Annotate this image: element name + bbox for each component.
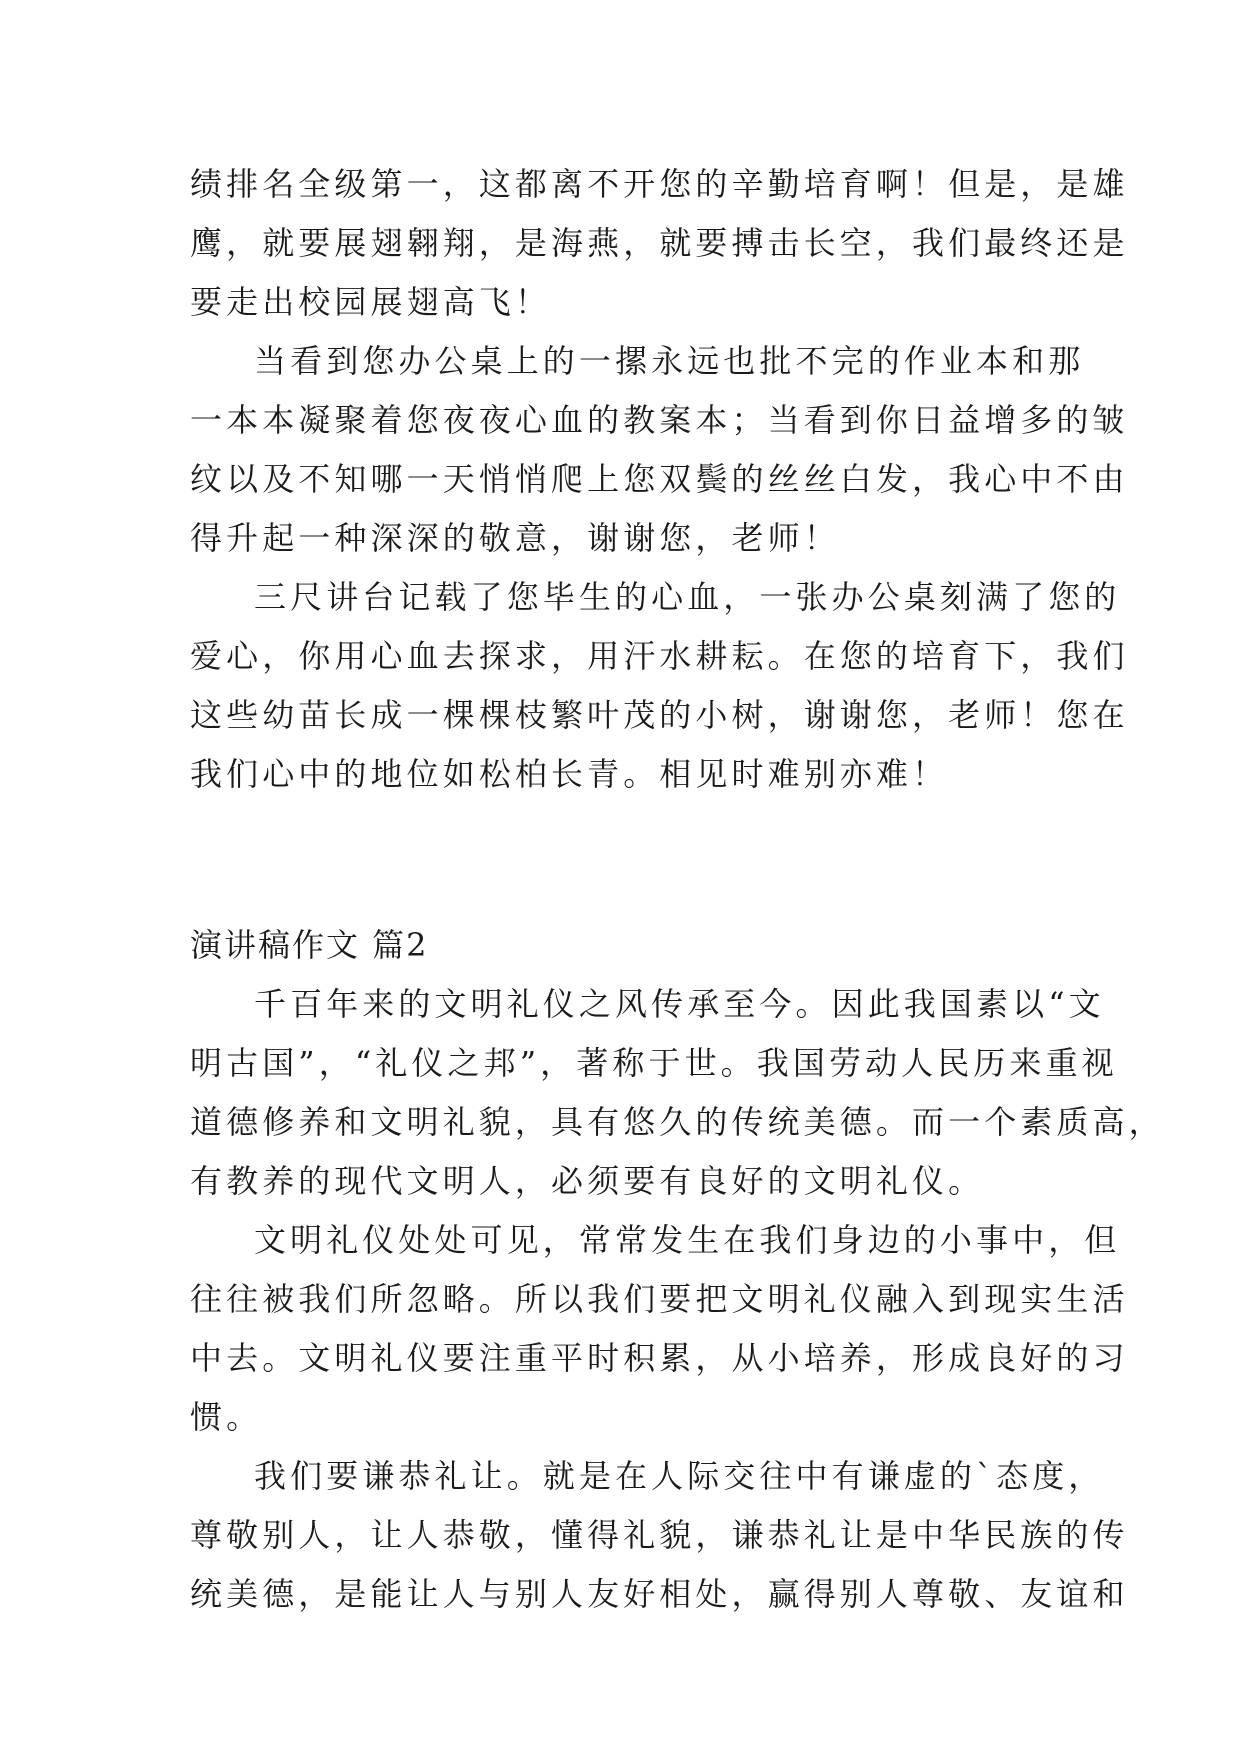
paragraph-3 bbox=[190, 568, 1129, 804]
text-line: 文明礼仪处处可见，常常发生在我们身边的小事中，但 bbox=[254, 1221, 1121, 1259]
text-line: 中去。文明礼仪要注重平时积累，从小培养，形成良好的习 bbox=[190, 1339, 1129, 1377]
section-heading: 演讲稿作文 篇2 bbox=[190, 926, 429, 964]
text-line: 纹以及不知哪一天悄悄爬上您双鬓的丝丝白发，我心中不由 bbox=[190, 460, 1129, 498]
text-line: 要走出校园展翅高飞！ bbox=[190, 283, 552, 321]
text-line: 惯。 bbox=[190, 1398, 263, 1436]
text-line: 明古国”，“礼仪之邦”，著称于世。我国劳动人民历来重视 bbox=[190, 1044, 1118, 1082]
text-line: 统美德，是能让人与别人友好相处，赢得别人尊敬、友谊和 bbox=[190, 1575, 1129, 1613]
text-line: 千百年来的文明礼仪之风传承至今。因此我国素以“文 bbox=[254, 985, 1105, 1023]
paragraph-1 bbox=[190, 155, 1129, 332]
text-line: 绩排名全级第一，这都离不开您的辛勤培育啊！但是，是雄 bbox=[190, 165, 1129, 203]
text-line: 得升起一种深深的敬意，谢谢您，老师！ bbox=[190, 519, 840, 557]
text-line: 我们要谦恭礼让。就是在人际交往中有谦虚的`态度， bbox=[254, 1457, 1105, 1495]
text-line: 鹰，就要展翅翱翔，是海燕，就要搏击长空，我们最终还是 bbox=[190, 224, 1129, 262]
text-line: 爱心，你用心血去探求，用汗水耕耘。在您的培育下，我们 bbox=[190, 637, 1129, 675]
text-line: 道德修养和文明礼貌，具有悠久的传统美德。而一个素质高， bbox=[190, 1103, 1165, 1141]
text-line: 尊敬别人，让人恭敬，懂得礼貌，谦恭礼让是中华民族的传 bbox=[190, 1516, 1129, 1554]
paragraph-5 bbox=[190, 1211, 1129, 1447]
paragraph-4 bbox=[190, 975, 1165, 1211]
text-line: 一本本凝聚着您夜夜心血的教案本；当看到你日益增多的皱 bbox=[190, 401, 1129, 439]
paragraph-2 bbox=[190, 332, 1129, 568]
text-line: 这些幼苗长成一棵棵枝繁叶茂的小树，谢谢您，老师！您在 bbox=[190, 696, 1129, 734]
text-line: 我们心中的地位如松柏长青。相见时难别亦难！ bbox=[190, 755, 949, 793]
document-body bbox=[190, 155, 1165, 1624]
text-line: 当看到您办公桌上的一摞永远也批不完的作业本和那 bbox=[254, 342, 1085, 380]
text-line: 三尺讲台记载了您毕生的心血，一张办公桌刻满了您的 bbox=[254, 578, 1121, 616]
text-line: 往往被我们所忽略。所以我们要把文明礼仪融入到现实生活 bbox=[190, 1280, 1129, 1318]
paragraph-6 bbox=[190, 1447, 1129, 1624]
text-line: 有教养的现代文明人，必须要有良好的文明礼仪。 bbox=[190, 1162, 985, 1200]
